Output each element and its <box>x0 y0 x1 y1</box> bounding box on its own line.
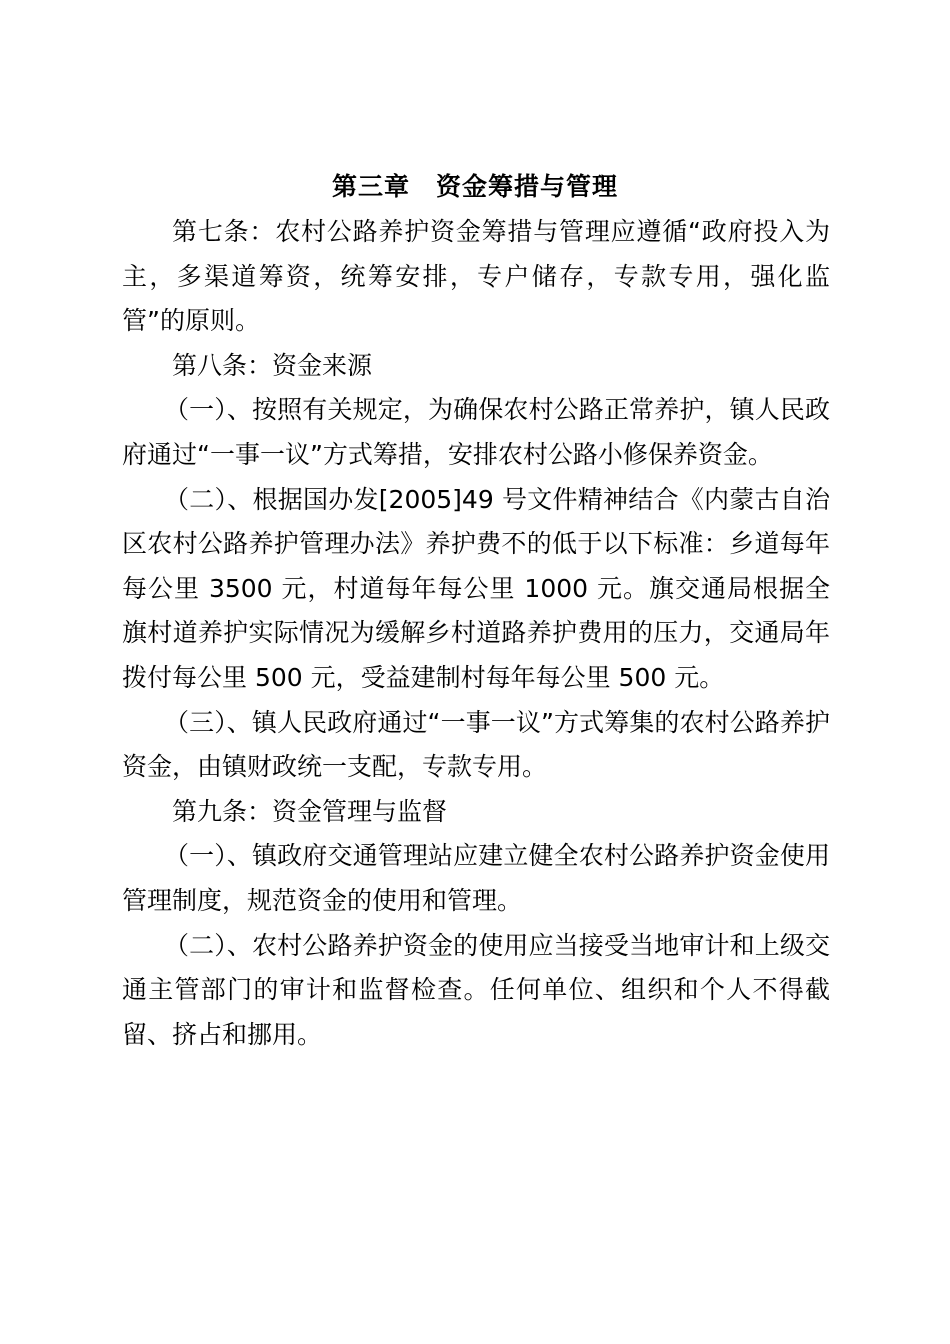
article-8-item-1: （一）、按照有关规定，为确保农村公路正常养护，镇人民政府通过“一事一议”方式筹措，安排农村公路小修保养资金。 <box>122 395 830 469</box>
article-7-paragraph: 第七条：农村公路养护资金筹措与管理应遵循“政府投入为主，多渠道筹资，统筹安排，专户储存，专款专用，强化监管”的原则。 <box>122 217 830 336</box>
document-body <box>122 210 830 1057</box>
article-8-item-3: （三）、镇人民政府通过“一事一议”方式筹集的农村公路养护资金，由镇财政统一支配，专款专用。 <box>122 707 830 782</box>
article-8-item-2: （二）、根据国办发[2005]49 号文件精神结合《内蒙古自治区农村公路养护管理办法》养护费不的低于以下标准：乡道每年每公里 3500 元，村道每年每公里 1000 元。旗交通局根据全旗村道养护实际情况为缓解乡村道路养护费用的压力，交通局年拨付每公里 500 元，受益建制村每年每公里 500 元。 <box>122 484 830 692</box>
article-9-item-1: （一）、镇政府交通管理站应建立健全农村公路养护资金使用管理制度，规范资金的使用和管理。 <box>122 841 830 915</box>
article-9-item-2: （二）、农村公路养护资金的使用应当接受当地审计和上级交通主管部门的审计和监督检查。任何单位、组织和个人不得截留、挤占和挪用。 <box>122 930 830 1049</box>
chapter-title: 第三章 资金筹措与管理 <box>331 172 618 201</box>
article-8-heading: 第八条：资金来源 <box>172 350 373 380</box>
article-9-heading: 第九条：资金管理与监督 <box>172 796 448 826</box>
